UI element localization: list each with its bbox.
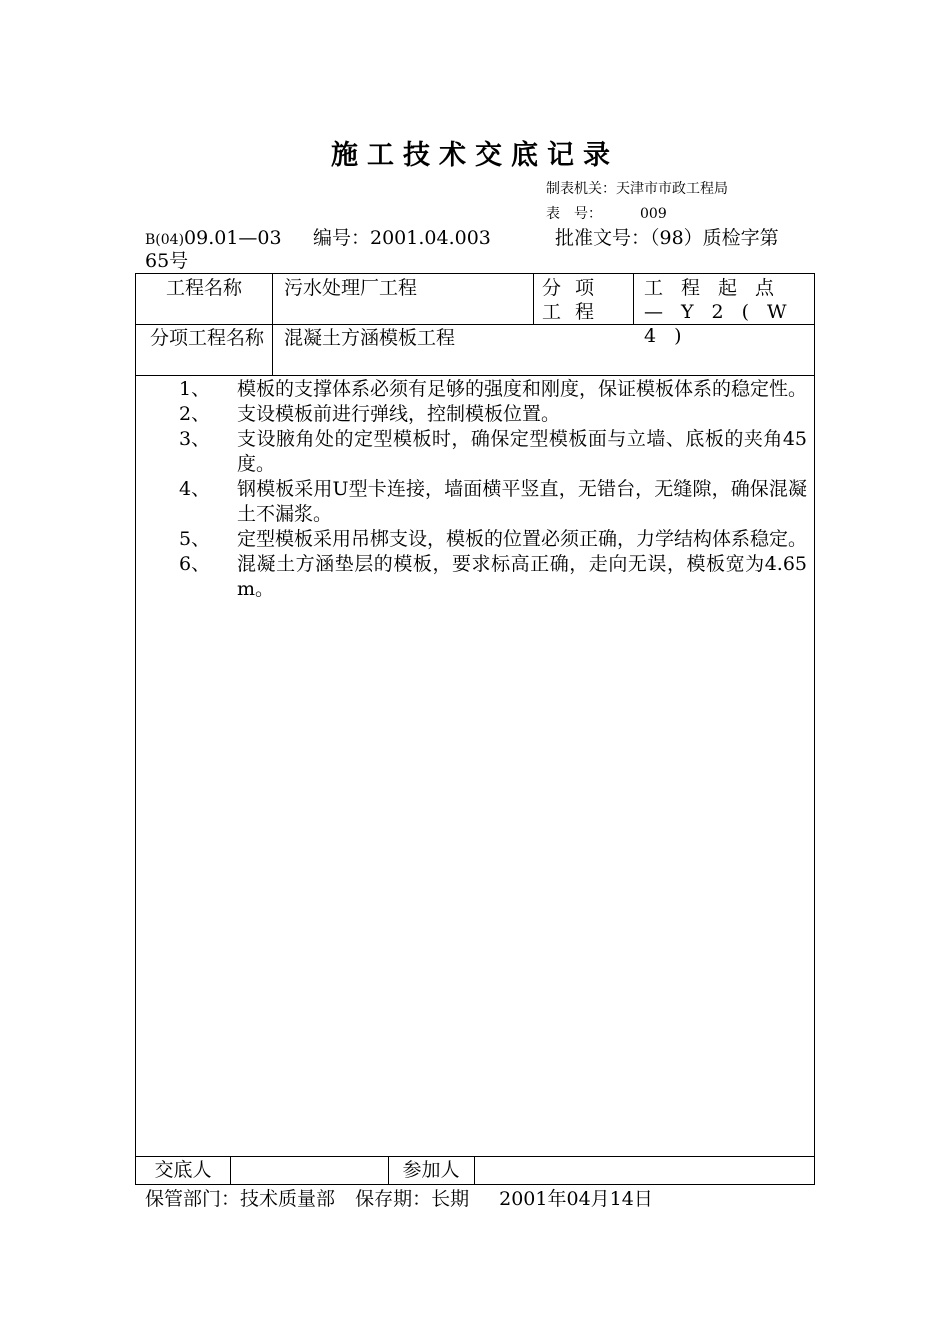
header-line	[145, 226, 815, 272]
issuer-label: 制表机关：	[546, 181, 616, 197]
item-number: 1、	[179, 378, 211, 400]
subproject-name-label: 分项工程名称	[149, 327, 264, 349]
code-prefix: B(04)	[145, 232, 185, 248]
item-text: 钢模板采用U型卡连接，墙面横平竖直，无错台，无缝隙，确保混凝土不漏浆。	[237, 478, 807, 525]
item-number: 3、	[179, 428, 211, 450]
item-number: 6、	[179, 553, 211, 575]
subproject-name-value: 混凝土方涵模板工程	[284, 327, 456, 349]
participant-label: 参加人	[402, 1159, 460, 1181]
issuer-value: 天津市市政工程局	[616, 181, 728, 197]
project-name-value: 污水处理厂工程	[284, 277, 418, 299]
list-item	[136, 402, 814, 427]
approval-number: 批准文号：（98）质检字第	[555, 227, 779, 249]
document-title: 施工技术交底记录	[331, 140, 619, 171]
item-number: 5、	[179, 528, 211, 550]
list-item	[136, 477, 814, 527]
custody-department: 保管部门：技术质量部	[145, 1188, 336, 1210]
disclosure-table	[135, 273, 815, 1185]
approval-number-cont: 65号	[145, 250, 189, 272]
item-text: 定型模板采用吊梆支设，模板的位置必须正确，力学结构体系稳定。	[237, 528, 808, 550]
project-name-label: 工程名称	[165, 277, 242, 299]
document-code: 09.01—03	[184, 227, 282, 249]
issuer-line	[546, 178, 728, 198]
column-divider	[633, 274, 634, 324]
column-divider	[474, 1156, 475, 1184]
form-number-value: 009	[640, 206, 667, 222]
column-divider	[272, 274, 273, 375]
subitem-value-text: 工程起点—Y2(W4)	[644, 277, 805, 347]
discloser-label: 交底人	[154, 1159, 212, 1181]
form-number-label: 表 号：	[546, 206, 602, 222]
footer-line	[145, 1184, 653, 1211]
list-item	[136, 377, 814, 402]
item-text: 支设模板前进行弹线，控制模板位置。	[237, 403, 561, 425]
row-divider	[136, 1156, 814, 1157]
list-item	[136, 552, 814, 602]
row-divider	[136, 375, 814, 376]
subitem-label: 分项工程	[542, 277, 609, 323]
disclosure-items	[136, 377, 814, 602]
item-number: 4、	[179, 478, 211, 500]
retention-period: 保存期：长期	[355, 1188, 470, 1210]
column-divider	[230, 1156, 231, 1184]
record-date: 2001年04月14日	[499, 1188, 653, 1210]
item-number: 2、	[179, 403, 211, 425]
item-text: 混凝土方涵垫层的模板，要求标高正确，走向无误，模板宽为4.65 m。	[237, 553, 807, 600]
list-item	[136, 427, 814, 477]
item-text: 支设腋角处的定型模板时，确保定型模板面与立墙、底板的夹角45度。	[237, 428, 807, 475]
form-number-line	[546, 203, 667, 223]
list-item	[136, 527, 814, 552]
item-text: 模板的支撑体系必须有足够的强度和刚度，保证模板体系的稳定性。	[237, 378, 808, 400]
serial-number: 编号：2001.04.003	[313, 227, 491, 249]
column-divider	[533, 274, 534, 324]
